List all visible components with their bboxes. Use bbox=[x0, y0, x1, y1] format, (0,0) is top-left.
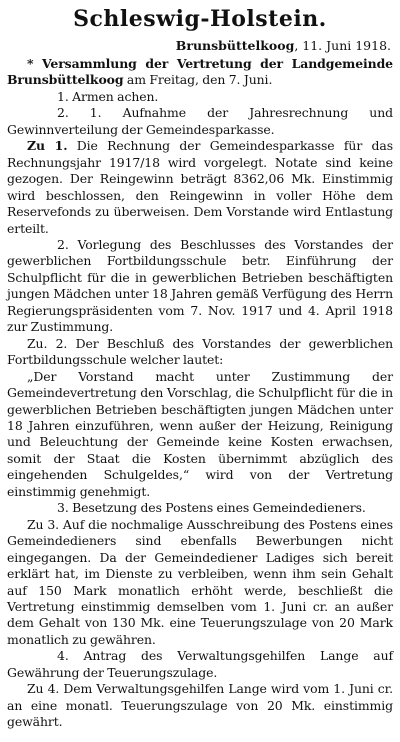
agenda-item-2b: 2. Vorlegung des Beschlusses des Vorstandes der gewerblichen Fortbildungsschule betr. Einführung der Schulpflicht für die in gewerblichen Betrieben beschäftigten jungen Mädchen unter 18 Jahren gemäß Verfügung des Herrn Regierungspräsidenten vom 7. Nov. 1917 und 4. April 1918 zur Zustimmung. bbox=[7, 236, 393, 335]
dateline bbox=[7, 36, 391, 56]
agenda-item-3: 3. Besetzung des Postens eines Gemeindedieners. bbox=[57, 500, 366, 516]
dateline-place: Brunsbüttelkoog bbox=[175, 38, 295, 53]
article-lead bbox=[7, 56, 393, 89]
agenda-item-1: 1. Armen achen. bbox=[57, 88, 159, 104]
zu-4-label: Zu 4. bbox=[27, 681, 60, 697]
zu-1-text: Die Rechnung der Gemeindesparkasse für das Rechnungsjahr 1917/18 wird vorgelegt. Notate sind keine gezogen. Der Reingewinn beträgt 8362,06 Mk. Einstimmig wird beschlossen, den Reingewinn in voller Höhe dem Reservefonds zu überweisen. Dem Vorstande wird Entlastung erteilt. bbox=[7, 138, 393, 236]
lead-title: * Versammlung der Vertretung der Landgemeinde Brunsbüttelkoog bbox=[7, 56, 393, 88]
zu-1-label: Zu 1. bbox=[27, 138, 68, 154]
zu-4-text: Dem Verwaltungsgehilfen Lange wird vom 1. Juni cr. an eine monatl. Teuerungszulage von 20 Mk. einstimmig gewährt. bbox=[7, 681, 393, 730]
headline: Schleswig-Holstein. bbox=[73, 6, 327, 32]
article-body bbox=[7, 56, 393, 731]
quoted-resolution: „Der Vorstand macht unter Zustimmung der Gemeindevertretung den Vorschlag, die Schulpflicht für die in gewerblichen Betrieben beschäftigten jungen Mädchen unter 18 Jahren einzuführen, wenn außer der Heizung, Reinigung und Beleuchtung der Gemeinde keine Kosten erwachsen, somit der Staat die Kosten übernimmt abzüglich des eingehenden Schulgeldes,“ wird von der Vertretung einstimmig genehmigt. bbox=[7, 368, 393, 499]
paragraph-zu-1 bbox=[7, 138, 393, 237]
dateline-date: , 11. Juni 1918. bbox=[294, 38, 391, 53]
zu-3-label: Zu 3. bbox=[27, 516, 60, 532]
paragraph-zu-2 bbox=[7, 336, 393, 369]
zu-2-label: Zu. 2. bbox=[27, 335, 68, 351]
agenda-item-4: 4. Antrag des Verwaltungsgehilfen Lange auf Gewährung der Teuerungszulage. bbox=[7, 648, 393, 680]
paragraph-zu-4 bbox=[7, 681, 393, 730]
zu-2-text: Der Beschluß des Vorstandes der gewerblichen Fortbildungsschule welcher lautet: bbox=[7, 335, 393, 368]
agenda-item-2: 2. 1. Aufnahme der Jahresrechnung und Gewinnverteilung der Gemeindesparkasse. bbox=[7, 105, 393, 137]
paragraph-zu-3 bbox=[7, 517, 393, 649]
lead-rest: am Freitag, den 7. Juni. bbox=[123, 72, 273, 88]
zu-3-text: Auf die nochmalige Ausschreibung des Postens eines Gemeindedieners sind ebenfalls Bewerbungen nicht eingegangen. Da der Gemeindediener Ladiges sich bereit erklärt hat, im Dienste zu verbleiben, wenn ihm sein Gehalt auf 150 Mark monatlich erhöht werde, beschließt die Vertretung einstimmig demselben vom 1. Juni cr. an außer dem Gehalt von 130 Mk. eine Teuerungszulage von 20 Mark monatlich zu gewähren. bbox=[7, 516, 393, 647]
